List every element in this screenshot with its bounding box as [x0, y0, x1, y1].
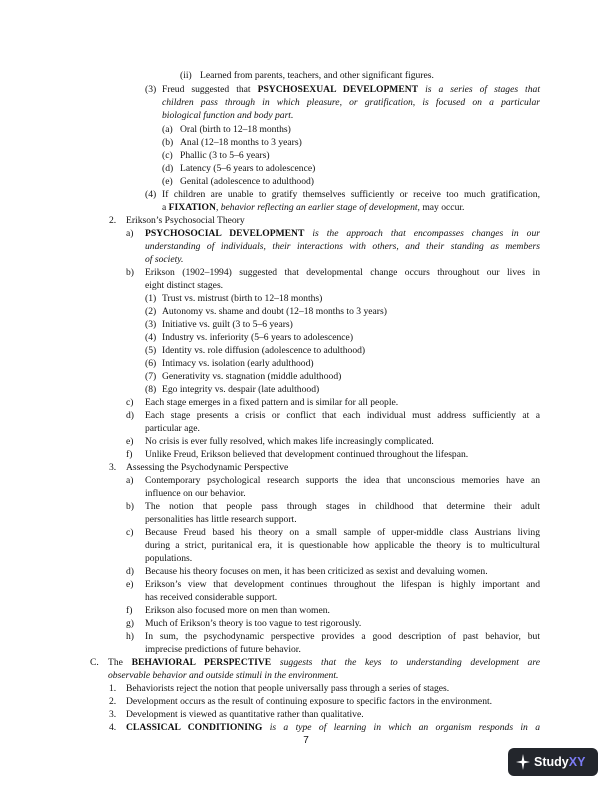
text-run: Each stage emerges in a fixed pattern and is similar for all people. — [145, 397, 399, 408]
text-line — [145, 241, 540, 253]
text-line — [145, 410, 540, 422]
text-run: Unlike Freud, Erikson believed that development continued throughout the lifespan. — [145, 449, 469, 460]
text-line — [126, 683, 449, 695]
italic-text: suggests that the keys to understanding development are — [271, 657, 540, 668]
text-line — [200, 70, 434, 82]
list-marker: (d) — [162, 163, 174, 174]
list-marker: (5) — [145, 345, 157, 356]
text-line — [145, 228, 540, 240]
bold-term: FIXATION — [168, 202, 216, 213]
text-line — [145, 488, 246, 500]
text-run: Industry vs. inferiority (5–6 years to adolescence) — [162, 332, 354, 343]
italic-text: behavior reflecting an earlier stage of development, — [220, 202, 420, 213]
text-run: populations. — [145, 553, 193, 564]
list-marker: 1. — [109, 683, 117, 694]
text-line — [162, 84, 540, 96]
italic-text: is a series of stages that — [418, 84, 540, 95]
text-run: Generativity vs. stagnation (middle adulthood) — [162, 371, 342, 382]
text-line — [162, 358, 314, 370]
text-run: Identity vs. role diffusion (adolescence to adulthood) — [162, 345, 366, 356]
text-line — [126, 215, 245, 227]
list-marker: f) — [126, 605, 133, 616]
list-marker: c) — [126, 397, 134, 408]
list-marker: (7) — [145, 371, 157, 382]
logo-text-accent: XY — [568, 755, 586, 769]
text-run: , — [215, 202, 221, 213]
text-run: Anal (12–18 months to 3 years) — [180, 137, 302, 148]
studyxy-logo[interactable] — [508, 748, 598, 776]
text-run: Ego integrity vs. despair (late adulthood) — [162, 384, 320, 395]
italic-text: of society. — [145, 254, 184, 265]
text-line — [145, 644, 301, 656]
text-line — [162, 189, 540, 201]
list-marker: (ii) — [180, 70, 192, 81]
text-run: If children are unable to gratify themselves sufficiently or receive too much gratification, — [162, 189, 540, 200]
italic-text: children pass through in which pleasure, or gratification, is focused on a particular — [162, 97, 540, 108]
list-marker: a) — [126, 228, 134, 239]
text-run: imprecise predictions of future behavior. — [145, 644, 301, 655]
text-line — [145, 527, 540, 539]
bold-term: PSYCHOSEXUAL DEVELOPMENT — [257, 84, 419, 95]
list-marker: (8) — [145, 384, 157, 395]
list-marker: (a) — [162, 124, 173, 135]
text-run: Initiative vs. guilt (3 to 5–6 years) — [162, 319, 293, 330]
text-line — [145, 449, 468, 461]
text-run: Erikson’s view that development continues throughout the lifespan is highly important and — [145, 579, 540, 590]
text-line — [162, 371, 341, 383]
list-marker: (4) — [145, 189, 157, 200]
text-run: personalities has little research support. — [145, 514, 297, 525]
list-marker: b) — [126, 501, 134, 512]
text-line — [162, 332, 353, 344]
italic-text: is the approach that encompasses changes in our — [304, 228, 540, 239]
text-run: Much of Erikson’s theory is too vague to test rigorously. — [145, 618, 362, 629]
text-line — [145, 254, 183, 266]
text-run: Contemporary psychological research supports the idea that unconscious memories have an — [145, 475, 540, 486]
text-line — [180, 124, 291, 136]
list-marker: f) — [126, 449, 133, 460]
list-marker: 2. — [109, 696, 117, 707]
list-marker: (3) — [145, 84, 157, 95]
text-run: Learned from parents, teachers, and other significant figures. — [200, 70, 434, 81]
text-run: influence on our behavior. — [145, 488, 246, 499]
list-marker: (c) — [162, 150, 173, 161]
text-line — [145, 631, 540, 643]
list-marker: 3. — [109, 709, 117, 720]
logo-text-main: Study — [534, 755, 569, 769]
list-marker: (b) — [162, 137, 174, 148]
text-run: Assessing the Psychodynamic Perspective — [126, 462, 289, 473]
text-run: Latency (5–6 years to adolescence) — [180, 163, 316, 174]
text-line — [162, 306, 387, 318]
list-marker: 4. — [109, 722, 117, 733]
list-marker: d) — [126, 410, 134, 421]
text-line — [162, 202, 464, 214]
text-line — [162, 110, 293, 122]
text-run: Phallic (3 to 5–6 years) — [180, 150, 270, 161]
italic-text: observable behavior and outside stimuli in the environment. — [108, 670, 339, 681]
text-run: No crisis is ever fully resolved, which makes life increasingly complicated. — [145, 436, 434, 447]
text-run: Behaviorists reject the notion that people universally pass through a series of stages. — [126, 683, 450, 694]
text-run: eight distinct stages. — [145, 280, 224, 291]
text-line — [162, 384, 319, 396]
text-run: Erikson’s Psychosocial Theory — [126, 215, 245, 226]
list-marker: h) — [126, 631, 134, 642]
text-line — [145, 423, 200, 435]
list-marker: 2. — [109, 215, 117, 226]
sparkle-icon — [516, 754, 530, 770]
list-marker: e) — [126, 436, 134, 447]
italic-text: biological function and body part. — [162, 110, 294, 121]
text-run: may occur. — [419, 202, 465, 213]
list-marker: C. — [90, 657, 99, 668]
text-run: Development is viewed as quantitative rather than qualitative. — [126, 709, 364, 720]
list-marker: (2) — [145, 306, 157, 317]
text-line — [145, 267, 540, 279]
list-marker: (4) — [145, 332, 157, 343]
text-line — [145, 514, 297, 526]
text-line — [145, 592, 277, 604]
text-line — [145, 618, 361, 630]
text-line — [145, 553, 192, 565]
text-run: Erikson (1902–1994) suggested that developmental change occurs throughout our lives in — [145, 267, 540, 278]
text-run: Oral (birth to 12–18 months) — [180, 124, 291, 135]
list-marker: d) — [126, 566, 134, 577]
text-line — [126, 696, 492, 708]
text-run: Freud suggested that — [162, 84, 258, 95]
text-line — [162, 345, 365, 357]
text-line — [145, 475, 540, 487]
text-line — [180, 150, 270, 162]
bold-term: CLASSICAL CONDITIONING — [126, 722, 263, 733]
italic-text: is a type of learning in which an organism responds in a — [262, 722, 540, 733]
text-line — [145, 566, 488, 578]
list-marker: (6) — [145, 358, 157, 369]
text-run: Erikson also focused more on men than women. — [145, 605, 330, 616]
list-marker: (1) — [145, 293, 157, 304]
text-line — [145, 280, 223, 292]
text-run: Development occurs as the result of continuing exposure to specific factors in the environment. — [126, 696, 493, 707]
list-marker: b) — [126, 267, 134, 278]
bold-term: BEHAVIORAL PERSPECTIVE — [131, 657, 272, 668]
text-line — [145, 605, 330, 617]
text-run: has received considerable support. — [145, 592, 278, 603]
text-run: Because his theory focuses on men, it has been criticized as sexist and devaluing women. — [145, 566, 488, 577]
text-run: The — [108, 657, 132, 668]
text-line — [145, 436, 434, 448]
list-marker: e) — [126, 579, 134, 590]
text-line — [162, 319, 293, 331]
text-line — [162, 97, 540, 109]
text-line — [180, 176, 314, 188]
text-run: Each stage presents a crisis or conflict that each individual must address sufficiently at a — [145, 410, 540, 421]
page-number: 7 — [303, 735, 309, 746]
list-marker: (3) — [145, 319, 157, 330]
text-line — [108, 670, 338, 682]
text-run: Autonomy vs. shame and doubt (12–18 months to 3 years) — [162, 306, 387, 317]
text-line — [126, 462, 288, 474]
text-line — [145, 540, 540, 552]
list-marker: c) — [126, 527, 134, 538]
text-line — [126, 709, 364, 721]
list-marker: (e) — [162, 176, 173, 187]
text-line — [162, 293, 322, 305]
text-run: during a strict, puritanical era, it is questionable how applicable the theory is to multicultural — [145, 540, 540, 551]
text-line — [145, 579, 540, 591]
text-run: Genital (adolescence to adulthood) — [180, 176, 314, 187]
text-line — [180, 163, 315, 175]
text-line — [145, 397, 398, 409]
text-line — [180, 137, 302, 149]
text-line — [108, 657, 540, 669]
text-line — [126, 722, 540, 734]
text-run: The notion that people pass through stages in childhood that determine their adult — [145, 501, 540, 512]
logo-wordmark — [534, 754, 585, 770]
text-run: In sum, the psychodynamic perspective provides a good description of past behavior, but — [145, 631, 540, 642]
list-marker: 3. — [109, 462, 117, 473]
text-run: Intimacy vs. isolation (early adulthood) — [162, 358, 314, 369]
text-run: Trust vs. mistrust (birth to 12–18 months) — [162, 293, 323, 304]
italic-text: understanding of individuals, their interactions with others, and their standing as members — [145, 241, 540, 252]
bold-term: PSYCHOSOCIAL DEVELOPMENT — [145, 228, 305, 239]
list-marker: a) — [126, 475, 134, 486]
list-marker: g) — [126, 618, 134, 629]
text-run: Because Freud based his theory on a small sample of upper-middle class Austrians living — [145, 527, 540, 538]
text-line — [145, 501, 540, 513]
text-run: particular age. — [145, 423, 200, 434]
text-run: a — [162, 202, 169, 213]
